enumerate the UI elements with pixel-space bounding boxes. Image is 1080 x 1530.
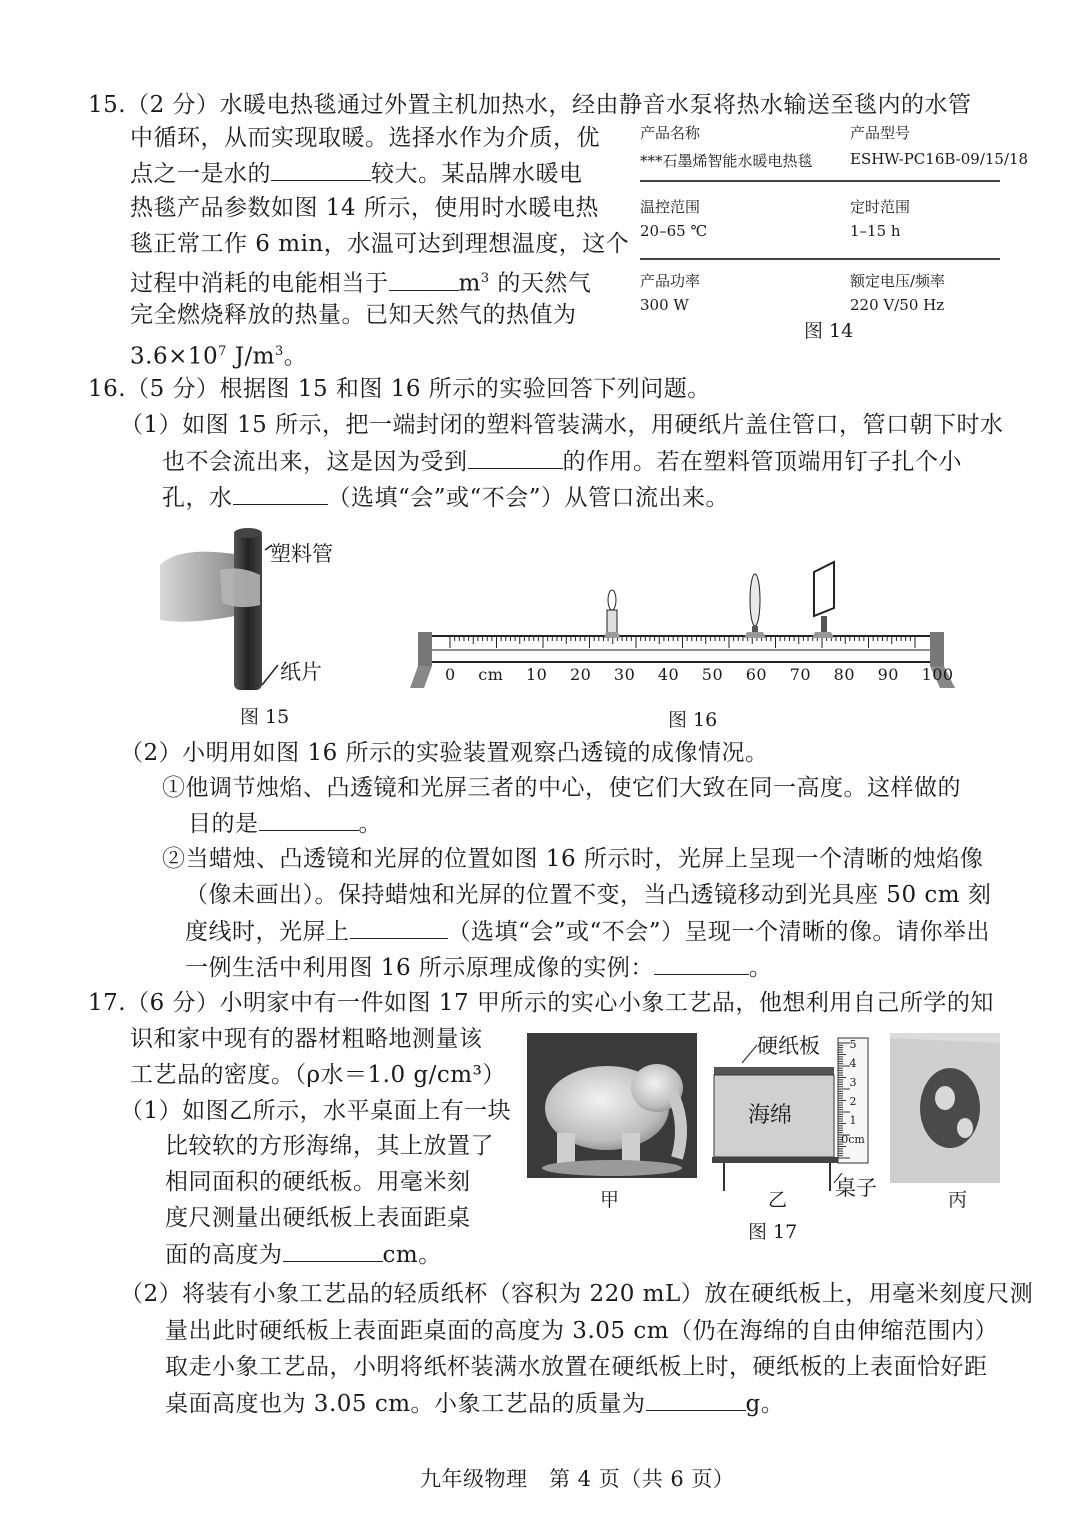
tick-label: 40 — [657, 665, 680, 684]
text: 的作用。若在塑料管顶端用钉子扎个小 — [562, 449, 962, 475]
text: 。 — [748, 955, 773, 981]
answer-blank[interactable] — [654, 952, 749, 975]
answer-blank[interactable] — [233, 482, 328, 505]
q16-p2: （2）小明用如图 16 所示的实验装置观察凸透镜的成像情况。 — [120, 740, 769, 766]
q15-line4: 热毯产品参数如图 14 所示，使用时水暖电热 — [130, 195, 599, 221]
answer-blank[interactable] — [389, 268, 459, 291]
text: 一例生活中利用图 16 所示原理成像的实例： — [185, 955, 654, 981]
superscript: 3 — [275, 344, 284, 359]
answer-blank[interactable] — [646, 1388, 746, 1411]
q16-p2-2a: ②当蜡烛、凸透镜和光屏的位置如图 16 所示时，光屏上呈现一个清晰的烛焰像 — [162, 846, 984, 872]
figure-17a-elephant-photo — [527, 1033, 697, 1178]
tick-label: 30 — [613, 665, 636, 684]
q15-line6-text: 的天然气 — [489, 270, 592, 297]
q15-line3 — [130, 158, 583, 189]
q16-p1b — [162, 446, 962, 477]
figure-14-caption: 图 14 — [804, 320, 854, 342]
tick-label: 0 cm 10 — [445, 665, 548, 684]
q15-line1: 15.（2 分）水暖电热毯通过外置主机加热水，经由静音水泵将热水输送至毯内的水管 — [88, 92, 972, 118]
figure-17c-cup-photo — [890, 1033, 1000, 1183]
answer-blank[interactable] — [283, 1239, 383, 1262]
q16-p2-1b — [188, 808, 382, 839]
text: 目的是 — [188, 811, 259, 837]
q15-line8 — [130, 337, 307, 372]
divider — [640, 180, 1000, 182]
label-paper: 纸片 — [280, 660, 322, 684]
text: 孔，水 — [162, 485, 233, 511]
value-product-name: ***石墨烯智能水暖电热毯 — [640, 152, 813, 170]
page-footer: 九年级物理 第 4 页（共 6 页） — [420, 1467, 735, 1491]
answer-blank[interactable] — [259, 808, 359, 831]
answer-blank[interactable] — [271, 158, 371, 181]
q17-p1a: （1）如图乙所示，水平桌面上有一块 — [120, 1098, 512, 1124]
text: cm。 — [382, 1242, 442, 1268]
header-temp-range: 温控范围 — [640, 198, 701, 216]
tick-label: 1 — [849, 1114, 857, 1127]
tick-label: 50 — [701, 665, 724, 684]
superscript: 3 — [480, 271, 490, 286]
superscript: 7 — [218, 344, 227, 359]
text: 面的高度为 — [165, 1242, 283, 1268]
q15-line3-text: 点之一是水的 — [130, 161, 271, 187]
label-sponge: 海绵 — [748, 1103, 793, 1128]
q16-p1c — [162, 482, 729, 513]
figure-17-caption: 图 17 — [748, 1221, 798, 1243]
q17-line2: 识和家中现有的器材粗略地测量该 — [130, 1026, 483, 1052]
q15-line3-text: 较大。某品牌水暖电 — [371, 161, 583, 187]
header-voltage: 额定电压/频率 — [850, 272, 946, 290]
q17-p2b: 量出此时硬纸板上表面距桌面的高度为 3.05 cm（仍在海绵的自由伸缩范围内） — [165, 1318, 999, 1344]
q17-p1c: 相同面积的硬纸板。用毫米刻 — [165, 1169, 471, 1195]
tick-label: 100 — [921, 665, 954, 684]
answer-blank[interactable] — [350, 916, 448, 939]
tick-label: 0cm — [841, 1133, 865, 1146]
q17-line3: 工艺品的密度。（ρ水＝1.0 g/cm³） — [130, 1062, 506, 1088]
ruler-labels — [445, 660, 954, 690]
punct: 。 — [283, 343, 308, 370]
q17-p1b: 比较软的方形海绵，其上放置了 — [165, 1133, 494, 1159]
q15-line5: 毯正常工作 6 min，水温可达到理想温度，这个 — [130, 231, 630, 257]
unit: m — [458, 270, 481, 297]
tick-label: 3 — [849, 1076, 857, 1089]
figure-16-caption: 图 16 — [668, 709, 718, 731]
header-timer-range: 定时范围 — [850, 198, 911, 216]
q16-p2-2c — [185, 916, 990, 947]
tick-label: 80 — [833, 665, 856, 684]
value-model: ESHW-PC16B-09/15/18 — [850, 150, 1029, 168]
label-cardboard: 硬纸板 — [757, 1034, 820, 1058]
text: 桌面高度也为 3.05 cm。小象工艺品的质量为 — [165, 1391, 646, 1417]
text: 也不会流出来，这是因为受到 — [162, 449, 468, 475]
header-model: 产品型号 — [850, 124, 911, 142]
q17-p1d: 度尺测量出硬纸板上表面距桌 — [165, 1205, 471, 1231]
q16-line1: 16.（5 分）根据图 15 和图 16 所示的实验回答下列问题。 — [88, 376, 711, 402]
unit: J/m — [226, 343, 275, 370]
q16-p1a: （1）如图 15 所示，把一端封闭的塑料管装满水，用硬纸片盖住管口，管口朝下时水 — [120, 412, 1004, 438]
q16-p2-1a: ①他调节烛焰、凸透镜和光屏三者的中心，使它们大致在同一高度。这样做的 — [162, 775, 961, 801]
tick-label: 20 — [569, 665, 592, 684]
header-product-name: 产品名称 — [640, 124, 701, 142]
q16-p2-2b: （像未画出）。保持蜡烛和光屏的位置不变，当凸透镜移动到光具座 50 cm 刻 — [185, 882, 992, 908]
label-jia: 甲 — [600, 1189, 620, 1211]
text: （选填“会”或“不会”）呈现一个清晰的像。请你举出 — [447, 919, 991, 945]
q17-p2c: 取走小象工艺品，小明将纸杯装满水放置在硬纸板上时，硬纸板的上表面恰好距 — [165, 1354, 988, 1380]
tick-label: 60 — [745, 665, 768, 684]
answer-blank[interactable] — [468, 446, 563, 469]
q17-p1e — [165, 1239, 442, 1270]
figure-15-caption: 图 15 — [240, 706, 290, 728]
tick-label: 4 — [849, 1057, 857, 1070]
text: （选填“会”或“不会”）从管口流出来。 — [327, 485, 730, 511]
header-power: 产品功率 — [640, 272, 701, 290]
value-timer-range: 1–15 h — [850, 222, 901, 240]
label-yi: 乙 — [768, 1189, 788, 1211]
label-bing: 丙 — [948, 1189, 968, 1211]
text: 度线时，光屏上 — [185, 919, 350, 945]
q17-line1: 17.（6 分）小明家中有一件如图 17 甲所示的实心小象工艺品，他想利用自己所学的知 — [88, 990, 994, 1016]
label-plastic-tube: 塑料管 — [270, 542, 333, 566]
divider — [640, 258, 1000, 260]
tick-label: 5 — [849, 1038, 857, 1051]
label-table: 桌子 — [835, 1176, 877, 1200]
value-voltage: 220 V/50 Hz — [850, 296, 945, 314]
value-power: 300 W — [640, 296, 689, 314]
q17-p2a: （2）将装有小象工艺品的轻质纸杯（容积为 220 mL）放在硬纸板上，用毫米刻度尺测 — [120, 1281, 1034, 1307]
ruler-numbers — [838, 1035, 868, 1149]
value-temp-range: 20–65 ℃ — [640, 222, 708, 240]
tick-label: 70 — [789, 665, 812, 684]
q15-line6-text: 过程中消耗的电能相当于 — [130, 270, 389, 297]
q15-line6 — [130, 264, 591, 299]
q17-p2d — [165, 1388, 784, 1419]
q15-line7: 完全燃烧释放的热量。已知天然气的热值为 — [130, 302, 577, 328]
tick-label: 90 — [877, 665, 899, 684]
text: g。 — [745, 1391, 785, 1417]
q15-line2: 中循环，从而实现取暖。选择水作为介质，优 — [130, 125, 600, 151]
tick-label: 2 — [849, 1095, 857, 1108]
text: 。 — [358, 811, 382, 837]
value: 3.6×10 — [130, 343, 219, 370]
q16-p2-2d — [185, 952, 772, 983]
